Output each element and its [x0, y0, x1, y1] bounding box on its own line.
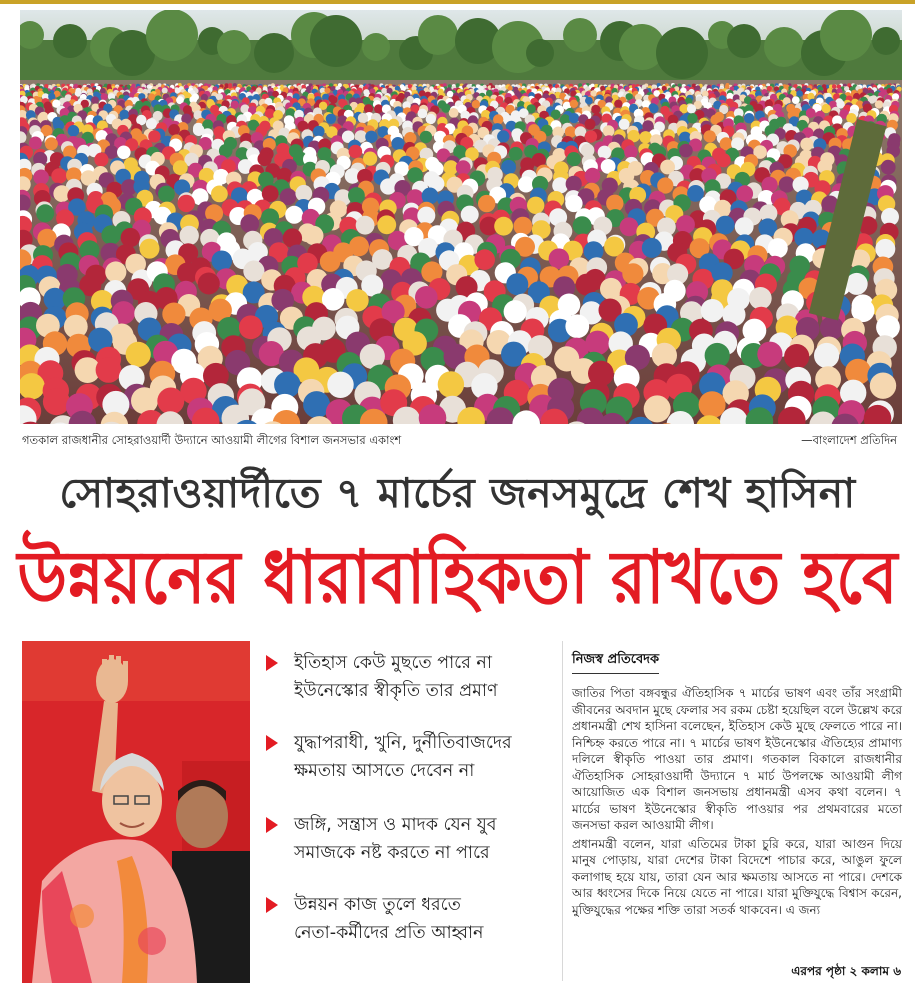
photo-caption: গতকাল রাজধানীর সোহরাওয়ার্দী উদ্যানে আওয়ামী লীগের বিশাল জনসভার একাংশ: [22, 433, 402, 447]
photo-credit: —বাংলাদেশ প্রতিদিন: [801, 433, 897, 447]
article-paragraph: জাতির পিতা বঙ্গবন্ধুর ঐতিহাসিক ৭ মার্চের ভাষণ এবং তাঁর সংগ্রামী জীবনের অবদান মুছে ফেলার সব রকম চেষ্টা হয়েছিল বলে উল্লেখ করে প্রধানমন্ত্রী শেখ হাসিনা বলেছেন, ইতিহাস কেউ মুছে ফেলতে পারে না। নিশ্চিহ্ন করতে পারে না। ৭ মার্চের ভাষণ ইউনেস্কোর ঐতিহ্যের প্রামাণ্য দলিলে স্বীকৃতি পাওয়া তার প্রমাণ। গতকাল বিকালে রাজধানীর ঐতিহাসিক সোহরাওয়ার্দী উদ্যানে ৭ মার্চ উপলক্ষে আওয়ামী লীগ আয়োজিত এক বিশাল জনসভায় প্রধানমন্ত্রী এসব কথা বলেন। ৭ মার্চের ভাষণ ইউনেস্কোর স্বীকৃতি পাওয়ার পর প্রথমবারের মতো জনসভা করল আওয়ামী লীগ।: [572, 686, 902, 832]
key-point-line: জঙ্গি, সন্ত্রাস ও মাদক যেন যুব: [294, 815, 497, 835]
key-point-line: ইতিহাস কেউ মুছতে পারে না: [294, 653, 492, 673]
continued-on-page: এরপর পৃষ্ঠা ২ কলাম ৬: [791, 964, 901, 978]
byline: নিজস্ব প্রতিবেদক: [572, 650, 659, 674]
red-triangle-bullet-icon: [266, 817, 278, 833]
top-rule: [0, 0, 915, 4]
key-point-line: যুদ্ধাপরাধী, খুনি, দুর্নীতিবাজদের: [294, 733, 512, 753]
rally-crowd-photo: [20, 10, 902, 424]
red-triangle-bullet-icon: [266, 735, 278, 751]
key-point-line: নেতা-কর্মীদের প্রতি আহ্বান: [294, 923, 484, 943]
red-triangle-bullet-icon: [266, 655, 278, 671]
prime-minister-photo: [22, 641, 250, 983]
column-divider: [562, 641, 563, 981]
key-point-line: সমাজকে নষ্ট করতে না পারে: [294, 843, 490, 863]
headline-main: উন্নয়নের ধারাবাহিকতা রাখতে হবে: [17, 535, 898, 621]
key-point-line: উন্নয়ন কাজ তুলে ধরতে: [294, 895, 461, 915]
red-triangle-bullet-icon: [266, 897, 278, 913]
article-paragraph: প্রধানমন্ত্রী বলেন, যারা এতিমের টাকা চুরি করে, যারা আগুন দিয়ে মানুষ পোড়ায়, যারা দেশের টাকা বিদেশে পাচার করে, আঙুল ফুলে কলাগাছ হয়ে যায়, তারা যেন আর ক্ষমতায় আসতে না পারে। দেশকে আর ধ্বংসের দিকে নিয়ে যেতে না পারে। যারা মুক্তিযুদ্ধে বিশ্বাস করেন, মুক্তিযুদ্ধের পক্ষের শক্তি তারা সতর্ক থাকবেন। এ জন্য: [572, 836, 902, 917]
headline-kicker: সোহরাওয়ার্দীতে ৭ মার্চের জনসমুদ্রে শেখ হাসিনা: [59, 469, 856, 517]
key-point-line: ক্ষমতায় আসতে দেবেন না: [294, 761, 475, 781]
key-point-line: ইউনেস্কোর স্বীকৃতি তার প্রমাণ: [294, 681, 498, 701]
article-body: [572, 685, 902, 920]
